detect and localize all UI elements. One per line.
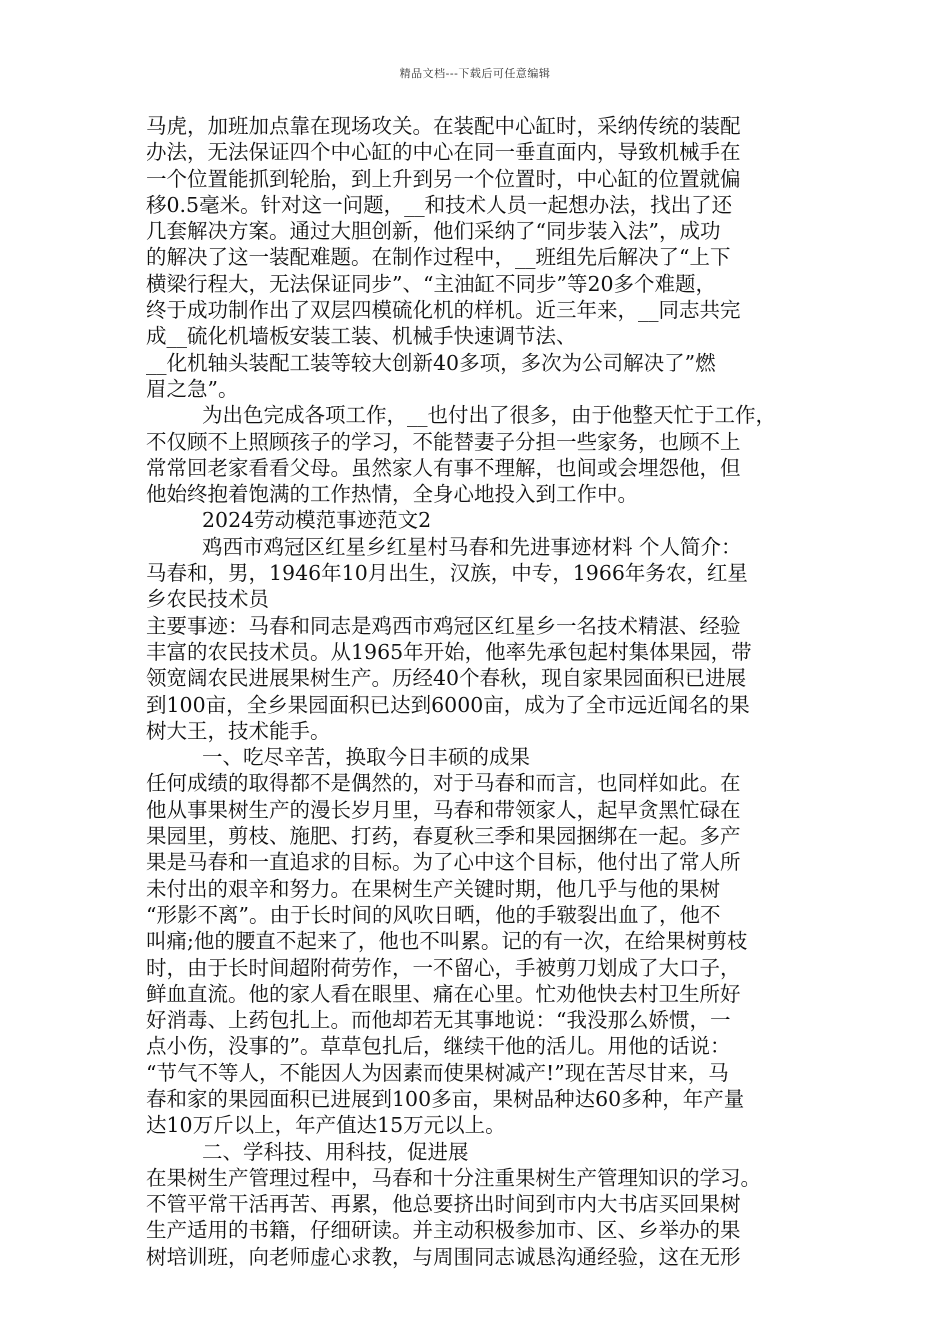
text-line: 2024劳动模范事迹范文2	[202, 508, 432, 533]
text-line: 不管平常干活再苦、再累，他总要挤出时间到市内大书店买回果树	[146, 1192, 741, 1217]
text-line: 的解决了这一装配难题。在制作过程中，__班组先后解决了“上下	[146, 245, 731, 270]
text-line: __化机轴头装配工装等较大创新40多项，多次为公司解决了”燃	[146, 350, 716, 375]
text-line: “节气不等人，不能因人为因素而使果树减产!”现在苦尽甘来，马	[146, 1060, 729, 1085]
document-body	[146, 113, 826, 1270]
text-line: 领宽阔农民进展果树生产。历经40个春秋，现自家果园面积已进展	[146, 666, 747, 691]
text-line: 横梁行程大，无法保证同步”、“主油缸不同步”等20多个难题，	[146, 271, 717, 296]
text-line: 不仅顾不上照顾孩子的学习，不能替妻子分担一些家务，也顾不上	[146, 429, 741, 454]
text-line: 达10万斤以上，年产值达15万元以上。	[146, 1113, 506, 1138]
text-line: 马春和，男，1946年10月出生，汉族，中专，1966年务农，红星	[146, 561, 748, 586]
text-line: 一、吃尽辛苦，换取今日丰硕的成果	[202, 745, 530, 770]
text-line: 成__硫化机墙板安装工装、机械手快速调节法、	[146, 324, 577, 349]
text-line: 树培训班，向老师虚心求教，与周围同志诚恳沟通经验，这在无形	[146, 1244, 741, 1269]
text-line: 未付出的艰辛和努力。在果树生产关键时期，他几乎与他的果树	[146, 876, 720, 901]
text-line: 二、学科技、用科技，促进展	[202, 1139, 469, 1164]
text-line: 春和家的果园面积已进展到100多亩，果树品种达60多种，年产量	[146, 1086, 745, 1111]
text-line: 在果树生产管理过程中，马春和十分注重果树生产管理知识的学习。	[146, 1165, 761, 1190]
text-line: 叫痛;他的腰直不起来了，他也不叫累。记的有一次，在给果树剪枝	[146, 929, 748, 954]
text-line: 移0.5毫米。针对这一问题，__和技术人员一起想办法，找出了还	[146, 192, 733, 217]
text-line: 点小伤，没事的”。草草包扎后，继续干他的活儿。用他的话说：	[146, 1034, 731, 1059]
text-line: 树大王，技术能手。	[146, 718, 331, 743]
text-line: 眉之急”。	[146, 376, 239, 401]
text-line: 好消毒、上药包扎上。而他却若无其事地说：“我没那么娇惯，一	[146, 1008, 731, 1033]
text-line: 他从事果树生产的漫长岁月里，马春和带领家人，起早贪黑忙碌在	[146, 797, 741, 822]
text-line: 果园里，剪枝、施肥、打药，春夏秋三季和果园捆绑在一起。多产	[146, 824, 741, 849]
text-line: 为出色完成各项工作，__也付出了很多，由于他整天忙于工作，	[202, 403, 776, 428]
text-line: 几套解决方案。通过大胆创新，他们采纳了“同步装入法”，成功	[146, 219, 721, 244]
text-line: 时，由于长时间超附荷劳作，一不留心，手被剪刀划成了大口子，	[146, 955, 741, 980]
text-line: 一个位置能抓到轮胎，到上升到另一个位置时，中心缸的位置就偏	[146, 166, 741, 191]
text-line: 鲜血直流。他的家人看在眼里、痛在心里。忙劝他快去村卫生所好	[146, 981, 741, 1006]
text-line: 乡农民技术员	[146, 587, 269, 612]
text-line: “形影不离”。由于长时间的风吹日晒，他的手皲裂出血了，他不	[146, 902, 721, 927]
page-header: 精品文档---下载后可任意编辑	[399, 67, 551, 80]
text-line: 主要事迹：马春和同志是鸡西市鸡冠区红星乡一名技术精湛、经验	[146, 613, 741, 638]
text-line: 生产适用的书籍，仔细研读。并主动积极参加市、区、乡举办的果	[146, 1218, 741, 1243]
text-line: 办法，无法保证四个中心缸的中心在同一垂直面内，导致机械手在	[146, 140, 741, 165]
text-line: 终于成功制作出了双层四模硫化机的样机。近三年来，__同志共完	[146, 298, 741, 323]
text-line: 鸡西市鸡冠区红星乡红星村马春和先进事迹材料 个人简介：	[202, 534, 742, 559]
text-line: 常常回老家看看父母。虽然家人有事不理解，也间或会埋怨他，但	[146, 455, 741, 480]
text-line: 到100亩，全乡果园面积已达到6000亩，成为了全市远近闻名的果	[146, 692, 750, 717]
text-line: 任何成绩的取得都不是偶然的，对于马春和而言，也同样如此。在	[146, 771, 741, 796]
text-line: 马虎，加班加点靠在现场攻关。在装配中心缸时，采纳传统的装配	[146, 114, 741, 138]
text-line: 他始终抱着饱满的工作热情，全身心地投入到工作中。	[146, 482, 638, 507]
text-line: 丰富的农民技术员。从1965年开始，他率先承包起村集体果园，带	[146, 639, 752, 664]
text-line: 果是马春和一直追求的目标。为了心中这个目标，他付出了常人所	[146, 850, 741, 875]
